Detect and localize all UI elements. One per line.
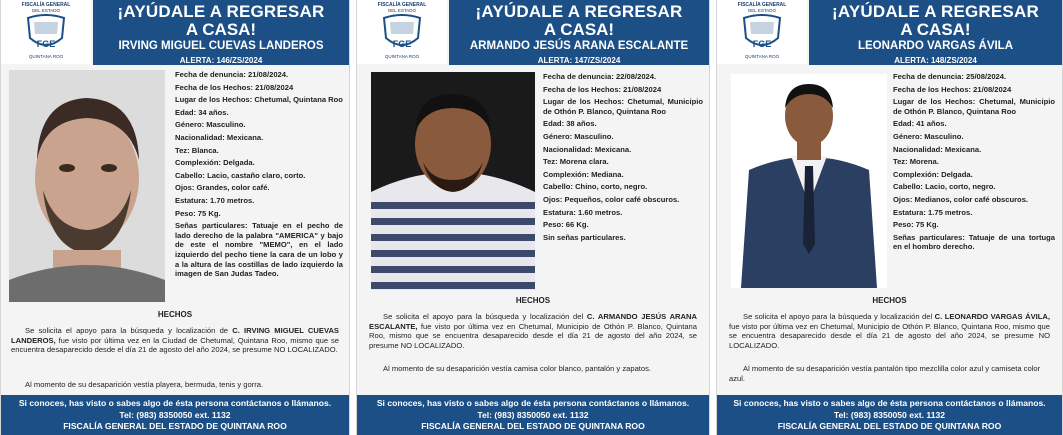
detail-eyes: Ojos: Pequeños, color café obscuros. (543, 194, 680, 204)
logo-fge-text: FGE (752, 39, 772, 49)
hechos-pre: Se solicita el apoyo para la búsqueda y localización de (25, 326, 233, 335)
logo-state: QUINTANA ROO (28, 54, 64, 59)
detail-gender: Género: Masculino. (175, 120, 246, 130)
hechos-text (729, 312, 1050, 350)
detail-age: Edad: 38 años. (543, 119, 597, 129)
missing-person-poster-2 (356, 0, 710, 435)
alert-number: ALERTA: 147/ZS/2024 (449, 56, 709, 65)
detail-event-date: Fecha de los Hechos: 21/08/2024 (893, 84, 1012, 94)
detail-build: Complexión: Delgada. (175, 158, 255, 168)
person-photo (9, 70, 165, 302)
title-band (809, 0, 1062, 56)
person-photo (371, 72, 535, 290)
person-details (893, 72, 1055, 255)
footer-agency: FISCALÍA GENERAL DEL ESTADO DE QUINTANA ROO (421, 421, 645, 431)
detail-nationality: Nacionalidad: Mexicana. (543, 144, 632, 154)
detail-build: Complexión: Mediana. (543, 169, 624, 179)
detail-build: Complexión: Delgada. (893, 169, 973, 179)
title-line-2: A CASA! (900, 20, 971, 39)
alert-number: ALERTA: 148/ZS/2024 (809, 56, 1062, 65)
clothing-description: Al momento de su desaparición vestía playera, bermuda, tenis y gorra. (25, 380, 264, 389)
footer-phone: Tel: (983) 8350050 ext. 1132 (833, 409, 946, 420)
hechos-name: C. IRVING MIGUEL CUEVAS LANDEROS, (11, 326, 339, 345)
footer-phone: Tel: (983) 8350050 ext. 1132 (119, 409, 231, 420)
detail-gender: Género: Masculino. (543, 131, 614, 141)
hechos-text (369, 312, 697, 350)
clothing-description: Al momento de su desaparición vestía pantalón tipo mezclilla color azul y camiseta color azul. (729, 364, 1041, 383)
poster-header (1, 0, 349, 64)
logo-fge-text: FGE (36, 39, 56, 49)
detail-height: Estatura: 1.70 metros. (175, 195, 255, 205)
hechos-pre: Se solicita el apoyo para la búsqueda y localización del (743, 312, 935, 321)
person-details (175, 70, 343, 282)
logo-line-2: DEL ESTADO (387, 8, 416, 13)
fge-logo (357, 0, 447, 64)
detail-weight: Peso: 75 Kg. (893, 220, 939, 230)
detail-skin: Tez: Blanca. (175, 145, 219, 155)
person-photo (731, 74, 887, 288)
missing-person-poster-3 (716, 0, 1063, 435)
hechos-post: fue visto por última vez en Chetumal, Municipio de Othón P. Blanco, Quintana Roo, mismo que se encuentra desaparecido desde el día 21 de agosto del año 2024, se presume NO LOCALIZADO. (369, 321, 697, 350)
detail-hair: Cabello: Chino, corto, negro. (543, 182, 648, 192)
detail-gender: Género: Masculino. (893, 131, 964, 141)
contact-footer (357, 395, 709, 435)
hechos-name: C. ARMANDO JESÚS ARANA ESCALANTE, (369, 312, 697, 331)
detail-location: Lugar de los Hechos: Chetumal, Municipio de Othón P. Blanco, Quintana Roo (543, 97, 703, 116)
detail-skin: Tez: Morena. (893, 157, 939, 167)
contact-footer (717, 395, 1062, 435)
alert-number: ALERTA: 146/ZS/2024 (93, 56, 349, 65)
detail-location: Lugar de los Hechos: Chetumal, Quintana Roo (175, 95, 343, 105)
fge-logo (717, 0, 807, 64)
logo-line-1: FISCALÍA GENERAL (737, 2, 787, 8)
shield-icon (24, 14, 68, 54)
contact-footer (1, 395, 349, 435)
title-line-1: ¡AYÚDALE A REGRESAR (475, 2, 683, 21)
detail-eyes: Ojos: Grandes, color café. (175, 183, 270, 193)
person-name: ARMANDO JESÚS ARANA ESCALANTE (469, 40, 689, 52)
footer-phone: Tel: (983) 8350050 ext. 1132 (477, 409, 589, 420)
detail-marks: Sin señas particulares. (543, 232, 626, 242)
detail-eyes: Ojos: Medianos, color café obscuros. (893, 194, 1029, 204)
detail-report-date: Fecha de denuncia: 22/08/2024. (543, 72, 657, 81)
detail-event-date: Fecha de los Hechos: 21/08/2024 (175, 82, 294, 92)
title-line-1: ¡AYÚDALE A REGRESAR (117, 2, 325, 21)
shield-icon (740, 14, 784, 54)
missing-person-poster-1 (0, 0, 350, 435)
hechos-title: HECHOS (872, 296, 907, 305)
logo-state: QUINTANA ROO (744, 54, 780, 59)
detail-marks: Señas particulares: Tatuaje de una tortuga en el hombro derecho. (893, 232, 1055, 252)
person-name: LEONARDO VARGAS ÁVILA (857, 40, 1014, 52)
detail-hair: Cabello: Lacio, castaño claro, corto. (175, 170, 306, 180)
footer-line-1: Si conoces, has visto o sabes algo de ésta persona contáctanos o llámanos. (376, 398, 690, 408)
detail-location: Lugar de los Hechos: Chetumal, Municipio de Othón P. Blanco, Quintana Roo (893, 97, 1055, 116)
hechos-post: fue visto por última vez en la Ciudad de Chetumal, Quintana Roo, mismo que se encuentra desaparecido desde el día 21 de agosto del año 2024, se presume NO LOCALIZADO. (11, 335, 339, 355)
hechos-title: HECHOS (157, 310, 193, 319)
clothing-description: Al momento de su desaparición vestía camisa color blanco, pantalón y zapatos. (383, 364, 652, 373)
hechos-text (11, 326, 339, 355)
detail-hair: Cabello: Lacio, corto, negro. (893, 182, 996, 192)
detail-nationality: Nacionalidad: Mexicana. (175, 132, 264, 142)
footer-line-1: Si conoces, has visto o sabes algo de ésta persona contáctanos o llámanos. (733, 398, 1046, 408)
title-line-2: A CASA! (185, 20, 257, 39)
detail-report-date: Fecha de denuncia: 25/08/2024. (893, 72, 1007, 81)
detail-skin: Tez: Morena clara. (543, 157, 609, 167)
hechos-post: fue visto por última vez en Chetumal, Municipio de Othón P. Blanco, Quintana Roo, mismo que se encuentra desaparecido desde el día 21 de agosto del año 2024, se presume NO LOCALIZADO. (729, 321, 1050, 350)
title-line-1: ¡AYÚDALE A REGRESAR (832, 2, 1039, 21)
logo-fge-text: FGE (392, 39, 412, 49)
hechos-name: C. LEONARDO VARGAS ÁVILA, (934, 312, 1050, 321)
footer-agency: FISCALÍA GENERAL DEL ESTADO DE QUINTANA ROO (63, 421, 287, 431)
poster-header (717, 0, 1062, 64)
detail-age: Edad: 34 años. (175, 107, 229, 117)
detail-event-date: Fecha de los Hechos: 21/08/2024 (543, 84, 662, 94)
hechos-title: HECHOS (515, 296, 551, 305)
logo-line-1: FISCALÍA GENERAL (377, 2, 427, 8)
detail-weight: Peso: 75 Kg. (175, 208, 221, 218)
logo-line-1: FISCALÍA GENERAL (21, 2, 71, 8)
logo-line-2: DEL ESTADO (747, 8, 776, 13)
fge-logo (1, 0, 91, 64)
logo-line-2: DEL ESTADO (31, 8, 60, 13)
detail-nationality: Nacionalidad: Mexicana. (893, 144, 982, 154)
detail-height: Estatura: 1.75 metros. (893, 207, 973, 217)
shield-icon (380, 14, 424, 54)
detail-height: Estatura: 1.60 metros. (543, 207, 623, 217)
person-details (543, 72, 703, 245)
title-line-2: A CASA! (543, 20, 615, 39)
footer-line-1: Si conoces, has visto o sabes algo de ésta persona contáctanos o llámanos. (18, 398, 332, 408)
poster-header (357, 0, 709, 64)
logo-state: QUINTANA ROO (384, 54, 420, 59)
title-band (93, 0, 349, 56)
footer-agency: FISCALÍA GENERAL DEL ESTADO DE QUINTANA ROO (777, 421, 1002, 431)
detail-report-date: Fecha de denuncia: 21/08/2024. (175, 70, 289, 79)
detail-age: Edad: 41 años. (893, 119, 947, 129)
detail-marks: Señas particulares: Tatuaje en el pecho de lado derecho de la palabra "AMERICA" y bajo de este el nombre "MEMO", en el lado izquierdo del pecho tiene la cara de un lobo y a la altura de las costillas de lado izquierdo la imagen de San Judas Tadeo. (175, 221, 343, 279)
title-band (449, 0, 709, 56)
detail-weight: Peso: 66 Kg. (543, 220, 589, 230)
person-name: IRVING MIGUEL CUEVAS LANDEROS (118, 40, 324, 52)
hechos-pre: Se solicita el apoyo para la búsqueda y localización del (383, 312, 587, 321)
